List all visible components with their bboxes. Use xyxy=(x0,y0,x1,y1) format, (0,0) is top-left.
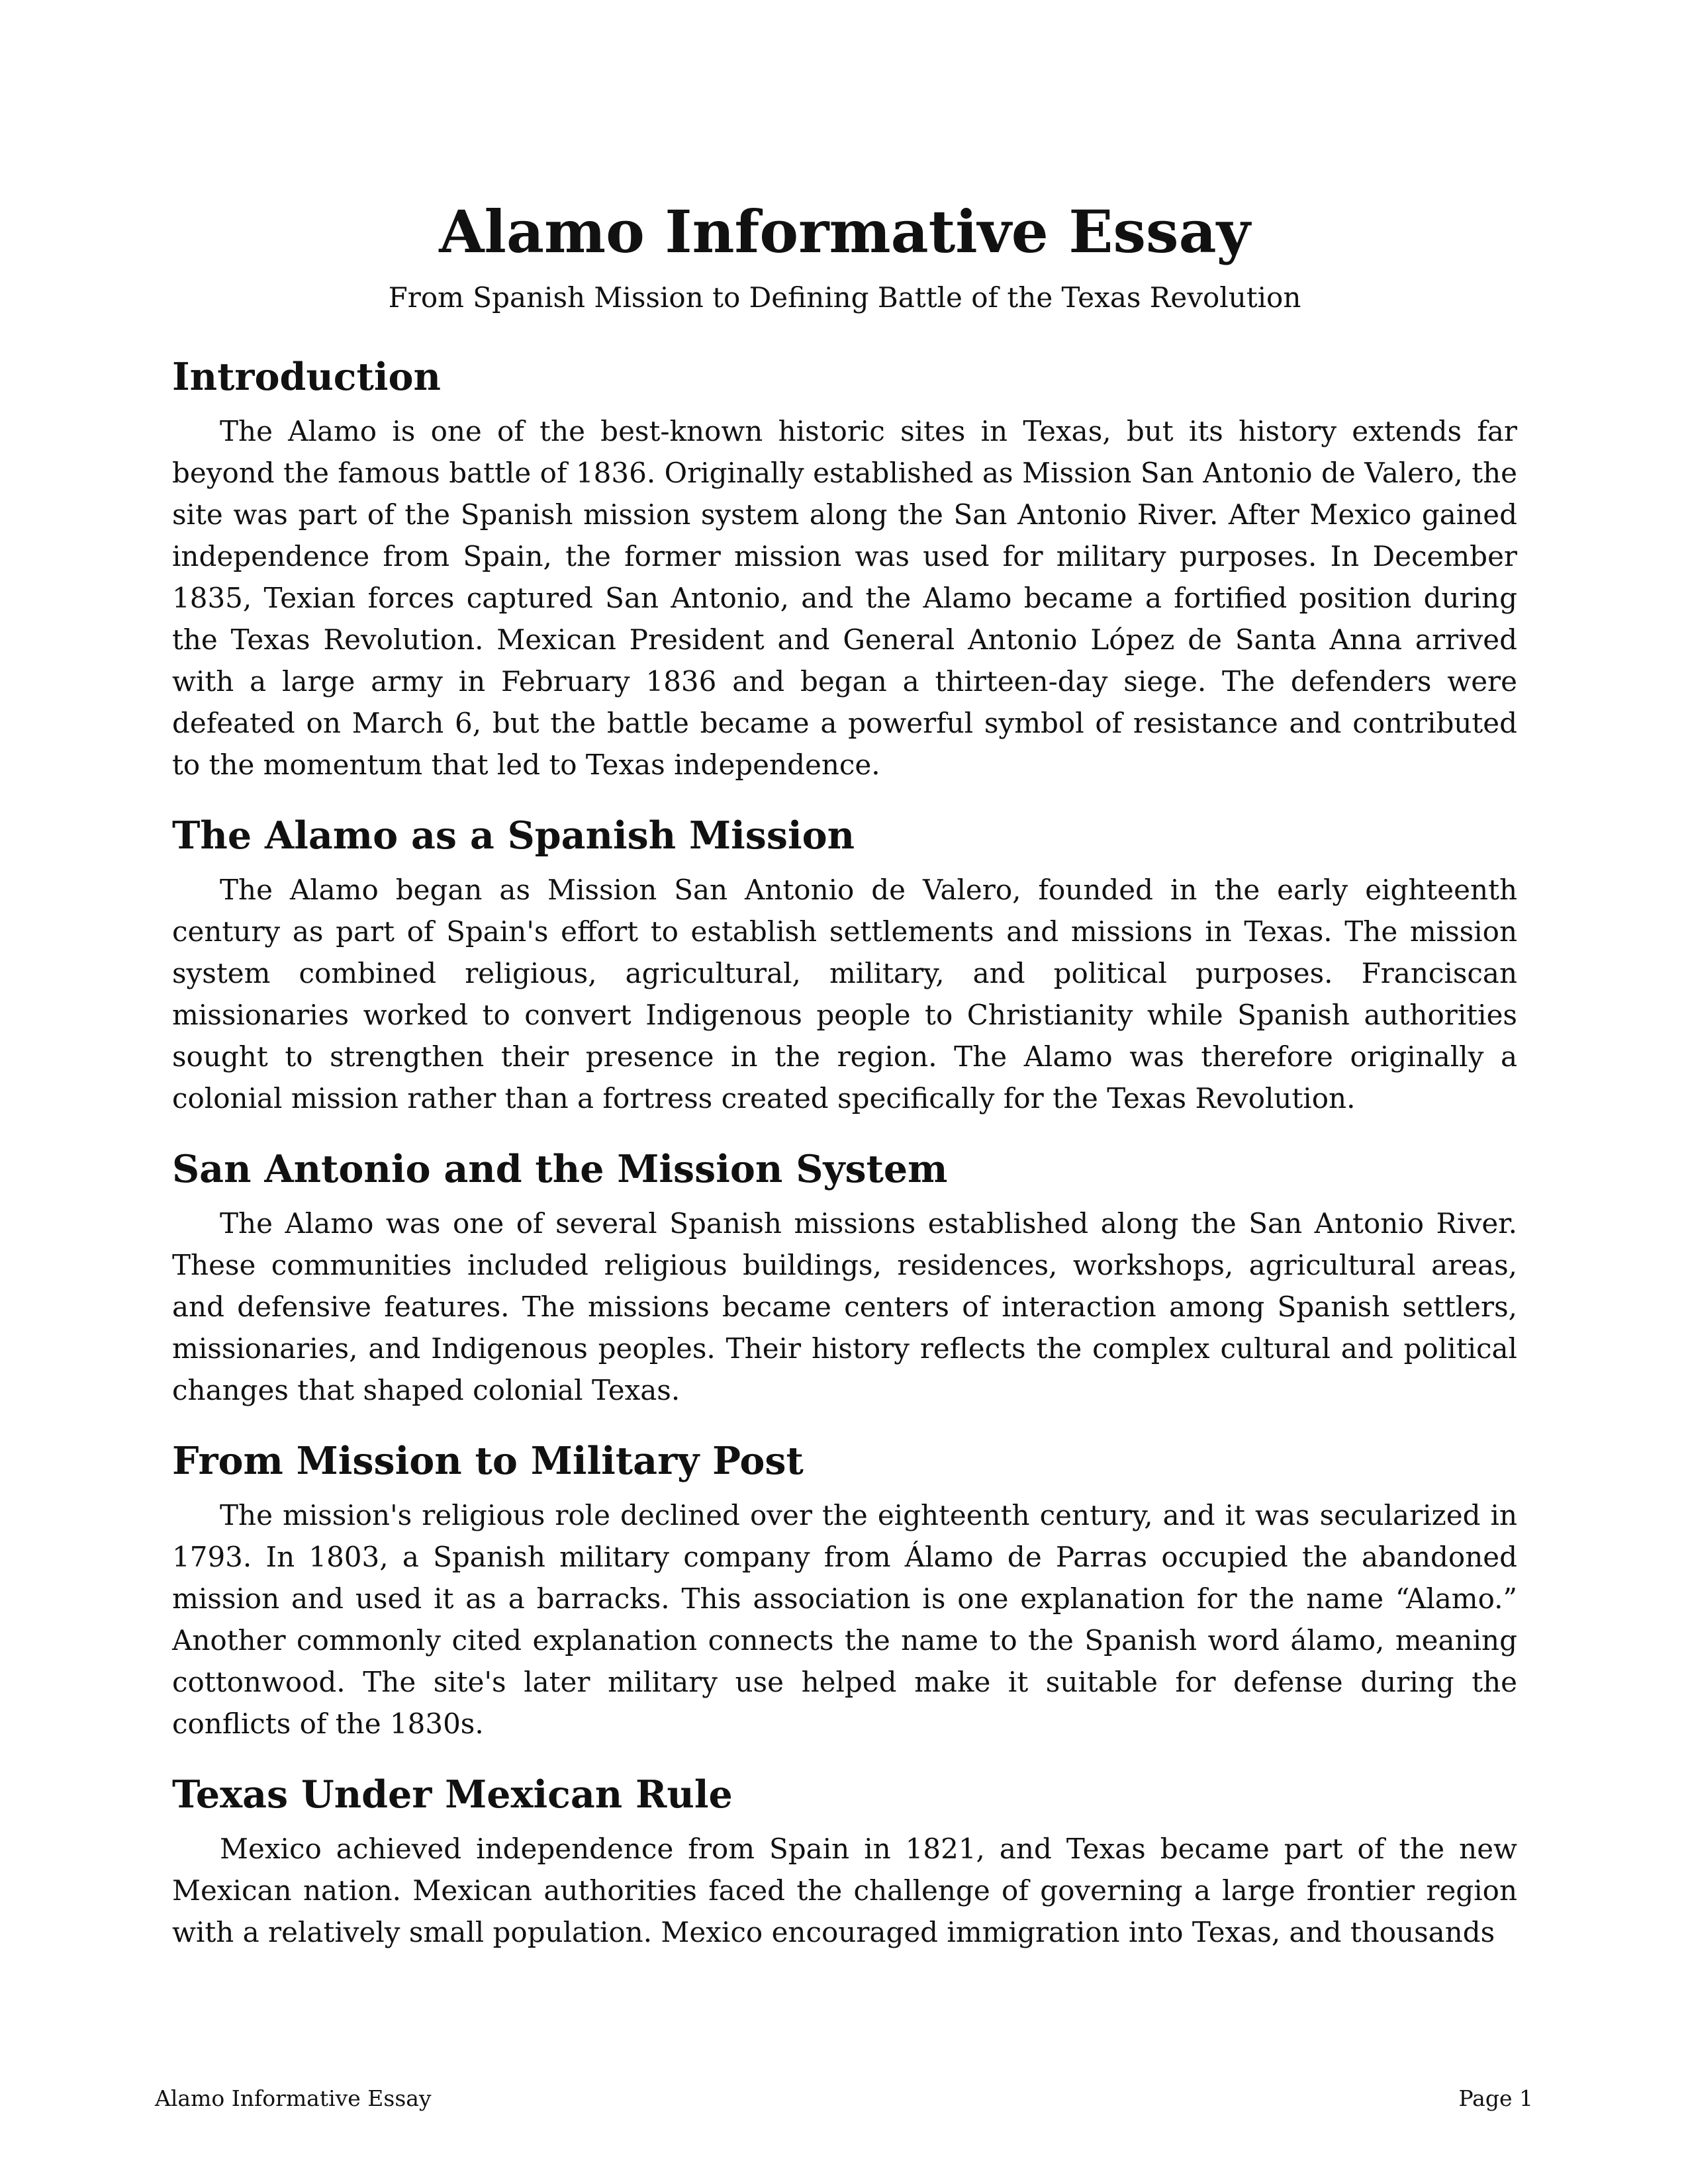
section-heading: Introduction xyxy=(172,355,441,399)
footer-page-number: Page 1 xyxy=(1458,2085,1533,2111)
section-mexican-rule xyxy=(172,1768,1517,1953)
section-paragraph: The Alamo was one of several Spanish missions established along the San Antonio River. These communities included religious buildings, residences, workshops, agricultural areas, and defensive features. The missions became centers of interaction among Spanish settlers, missionaries, and Indigenous peoples. Their history reflects the complex cultural and political changes that shaped colonial Texas. xyxy=(172,1207,1517,1406)
section-heading: San Antonio and the Mission System xyxy=(172,1147,948,1191)
section-military-post xyxy=(172,1435,1517,1745)
section-paragraph: The Alamo began as Mission San Antonio de Valero, founded in the early eighteenth century as part of Spain's effort to establish settlements and missions in Texas. The mission system combined religious, agricultural, military, and political purposes. Franciscan missionaries worked to convert Indigenous people to Christianity while Spanish authorities sought to strengthen their presence in the region. The Alamo was therefore originally a colonial mission rather than a fortress created specifically for the Texas Revolution. xyxy=(172,874,1517,1115)
document-title: Alamo Informative Essay xyxy=(439,197,1250,266)
section-paragraph: The mission's religious role declined over the eighteenth century, and it was secularized in 1793. In 1803, a Spanish military company from Álamo de Parras occupied the abandoned mission and used it as a barracks. This association is one explanation for the name “Alamo.” Another commonly cited explanation connects the name to the Spanish word álamo, meaning cottonwood. The site's later military use helped make it suitable for defense during the conflicts of the 1830s. xyxy=(172,1499,1517,1740)
section-spanish-mission xyxy=(172,809,1517,1119)
page-content xyxy=(172,192,1517,1953)
section-heading: The Alamo as a Spanish Mission xyxy=(172,813,855,858)
section-heading: From Mission to Military Post xyxy=(172,1439,804,1483)
section-introduction xyxy=(172,351,1517,786)
document-subtitle: From Spanish Mission to Defining Battle of the Texas Revolution xyxy=(388,281,1301,314)
section-paragraph: Mexico achieved independence from Spain in 1821, and Texas became part of the new Mexican nation. Mexican authorities faced the challenge of governing a large frontier region with a relatively small population. Mexico encouraged immigration into Texas, and thousands xyxy=(172,1833,1517,1948)
footer-document-title: Alamo Informative Essay xyxy=(155,2085,432,2111)
section-heading: Texas Under Mexican Rule xyxy=(172,1772,733,1817)
section-paragraph: The Alamo is one of the best-known historic sites in Texas, but its history extends far beyond the famous battle of 1836. Originally established as Mission San Antonio de Valero, the site was part of the Spanish mission system along the San Antonio River. After Mexico gained independence from Spain, the former mission was used for military purposes. In December 1835, Texian forces captured San Antonio, and the Alamo became a fortified position during the Texas Revolution. Mexican President and General Antonio López de Santa Anna arrived with a large army in February 1836 and began a thirteen-day siege. The defenders were defeated on March 6, but the battle became a powerful symbol of resistance and contributed to the momentum that led to Texas independence. xyxy=(172,415,1517,781)
section-mission-system xyxy=(172,1143,1517,1411)
